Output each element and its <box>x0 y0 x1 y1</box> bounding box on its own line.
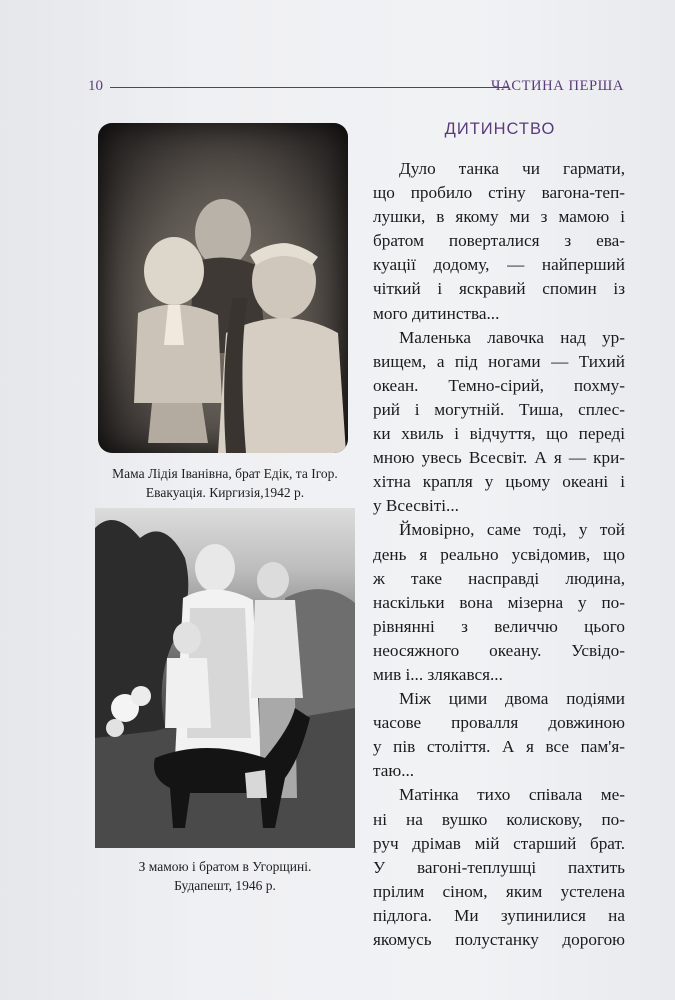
caption-line: З мамою і братом в Угорщині. <box>138 859 312 874</box>
text-line: мого дитинства... <box>373 303 500 323</box>
text-line: чіткий і яскравий спомин із <box>373 279 625 299</box>
text-line: Ймовірно, саме тоді, у той <box>399 520 625 540</box>
text-line: день я реально усвідомив, що <box>373 544 625 564</box>
text-line: що пробило стіну вагона-теп- <box>373 183 625 203</box>
text-line: руч дрімав мій старший брат. <box>373 833 625 853</box>
text-line: братом поверталися з ева- <box>373 231 625 251</box>
text-line: океан. Темно-сірий, похму- <box>373 375 625 395</box>
text-line: ки хвиль і відчуття, що переді <box>373 424 625 444</box>
family-photo-1946-image <box>95 508 355 848</box>
text-line: рий і могутній. Тиша, сплес- <box>373 399 625 419</box>
text-line: Дуло танка чи гармати, <box>399 159 625 178</box>
text-line: у Всесвіті... <box>373 496 459 516</box>
text-line: ні на вушко колискову, по- <box>373 809 625 829</box>
text-line: наскільки вона мізерна у по- <box>373 592 625 612</box>
text-line: хітна крапля у цьому океані і <box>373 472 625 492</box>
text-line: вищем, а під ногами — Тихий <box>373 351 625 371</box>
text-line: якомусь полустанку дорогою <box>373 930 625 949</box>
chapter-title: ДИТИНСТВО <box>444 120 556 138</box>
text-line: Матінка тихо співала ме- <box>399 785 625 805</box>
text-line: У вагоні-теплушці пахтить <box>373 857 625 877</box>
text-line: рівнянні з величчю цього <box>373 616 625 636</box>
text-line: таю... <box>373 761 415 781</box>
text-line: у пів століття. А я все пам'я- <box>373 737 625 757</box>
running-head <box>88 78 624 98</box>
part-title: ЧАСТИНА ПЕРША <box>490 78 624 94</box>
body-text <box>373 157 625 952</box>
header-rule <box>110 87 508 88</box>
photo-1-caption <box>82 464 368 502</box>
text-line: часове провалля довжиною <box>373 713 625 733</box>
text-line: ж таке насправді людина, <box>373 568 625 588</box>
caption-line: Мама Лідія Іванівна, брат Едік, та Ігор. <box>112 466 338 481</box>
text-line: прілим сіном, яким устелена <box>373 881 625 901</box>
text-line: Між цими двома подіями <box>399 689 625 709</box>
text-line: мною увесь Всесвіт. А я — кри- <box>373 448 625 468</box>
text-line: лушки, в якому ми з мамою і <box>373 207 625 227</box>
text-line: підлога. Ми зупинилися на <box>373 905 625 925</box>
text-line: мив і... злякався... <box>373 664 503 684</box>
text-line: неосяжного океану. Усвідо- <box>373 640 625 660</box>
text-line: куації додому, — найперший <box>373 255 625 275</box>
family-photo-1942 <box>98 123 348 453</box>
page-number: 10 <box>88 78 103 94</box>
family-photo-1942-image <box>98 123 348 453</box>
caption-line: Евакуація. Киргизія,1942 р. <box>145 485 305 500</box>
caption-line: Будапешт, 1946 р. <box>174 878 276 893</box>
photo-2-caption <box>84 857 366 895</box>
family-photo-1946 <box>95 508 355 848</box>
text-line: Маленька лавочка над ур- <box>399 327 625 347</box>
